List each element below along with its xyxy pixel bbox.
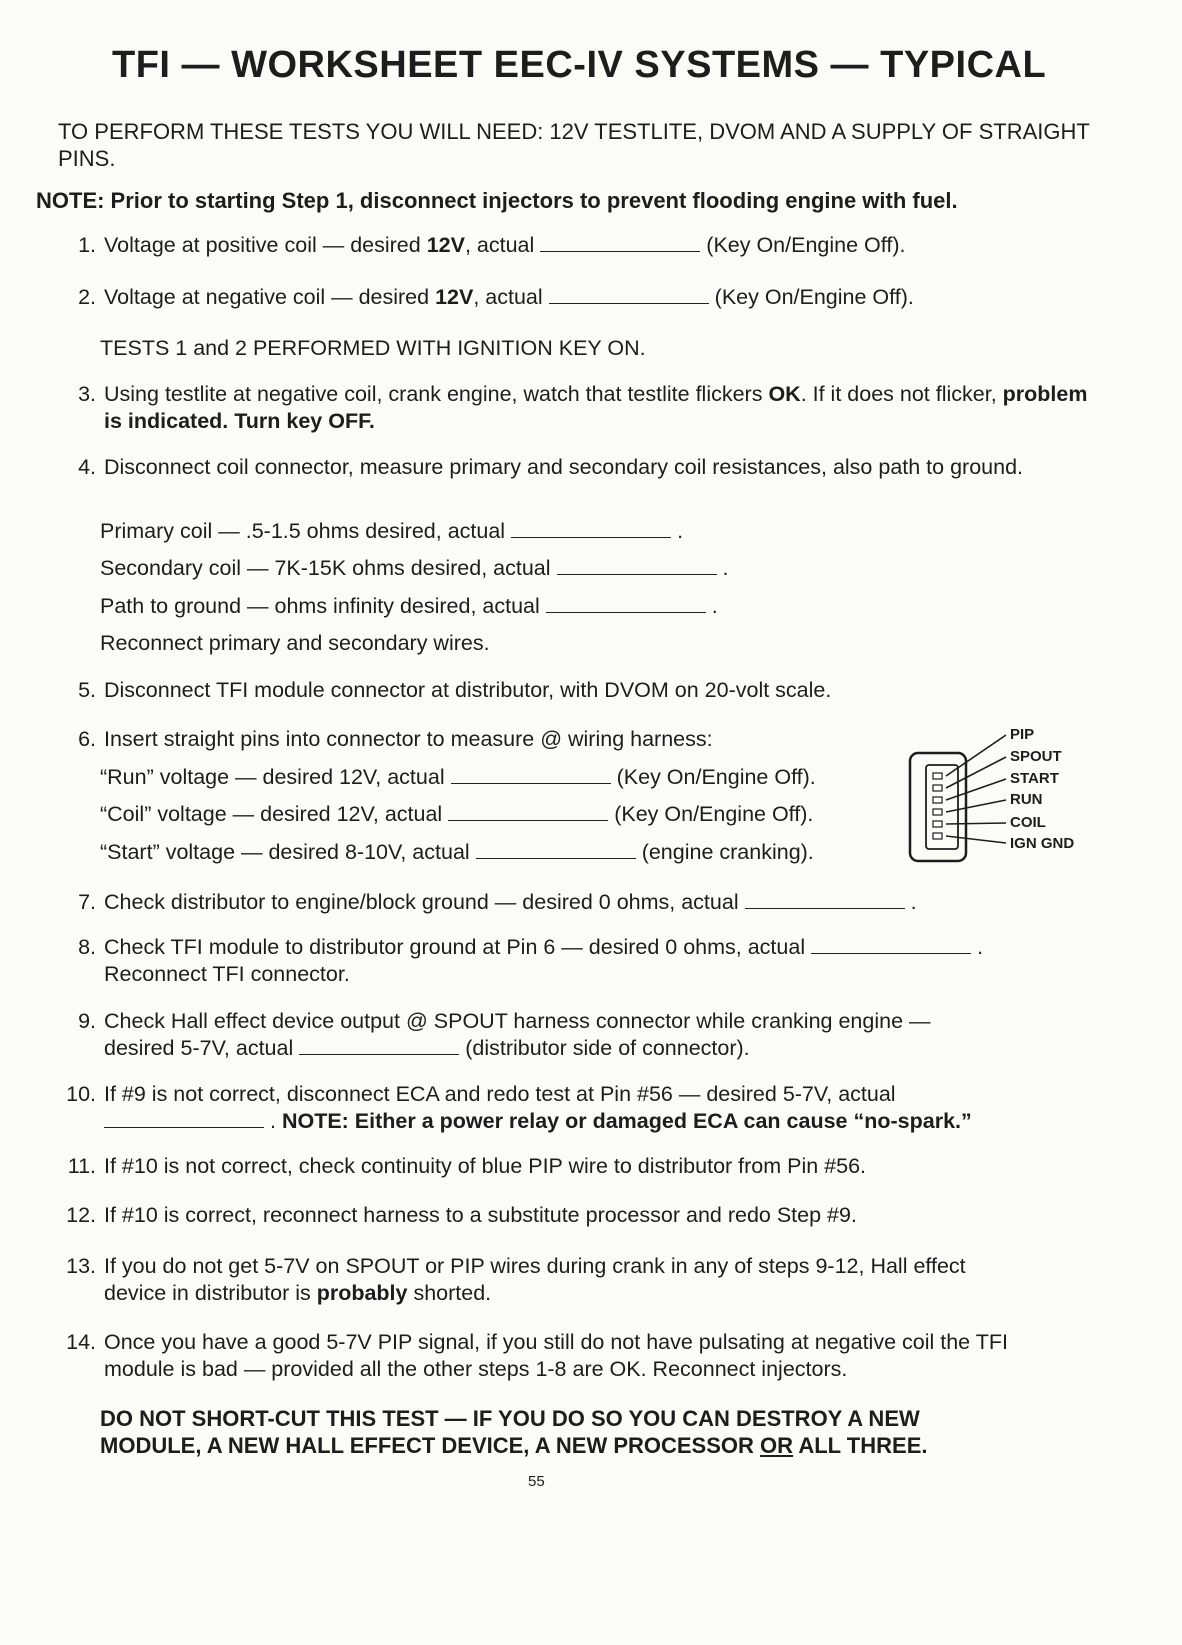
- step-text: Insert straight pins into connector to measure @ wiring harness:: [104, 727, 713, 751]
- step-text: Check TFI module to distributor ground at Pin 6 — desired 0 ohms, actual: [104, 935, 806, 959]
- step-8: 8. Check TFI module to distributor ground at Pin 6 — desired 0 ohms, actual . Reconnect TFI connector.: [60, 934, 1110, 988]
- step-10: 10. If #9 is not correct, disconnect ECA and redo test at Pin #56 — desired 5-7V, actual . NOTE: Either a power relay or damaged ECA can cause “no-spark.”: [60, 1081, 1110, 1135]
- warning-line-1: DO NOT SHORT-CUT THIS TEST — IF YOU DO SO YOU CAN DESTROY A NEW: [100, 1406, 920, 1431]
- step-text: shorted.: [407, 1281, 492, 1305]
- step-number: 2.: [78, 285, 96, 309]
- step-4: [60, 454, 1110, 481]
- line-text: (Key On/Engine Off).: [614, 802, 814, 826]
- step-text: Disconnect coil connector, measure primary and secondary coil resistances, also path to ground.: [104, 455, 1023, 479]
- step-5: [60, 677, 1110, 704]
- pin-5: [933, 821, 942, 827]
- answer-blank: [104, 1109, 264, 1128]
- line-text: “Run” voltage — desired 12V, actual: [100, 765, 445, 789]
- tests-note: TESTS 1 and 2 PERFORMED WITH IGNITION KEY ON.: [100, 336, 646, 360]
- step-12: [60, 1202, 1110, 1229]
- step-bold-note: NOTE: Either a power relay or damaged ECA can cause “no-spark.”: [281, 1109, 972, 1133]
- pin-1: [933, 773, 942, 779]
- label-coil: COIL: [1010, 814, 1046, 831]
- connector-pins: [933, 773, 942, 839]
- line-text: Secondary coil — 7K-15K ohms desired, actual: [100, 556, 551, 580]
- step-text: (distributor side of connector).: [465, 1036, 750, 1060]
- intro-text: TO PERFORM THESE TESTS YOU WILL NEED: 12V TESTLITE, DVOM AND A SUPPLY OF STRAIGHT PINS.: [58, 119, 1090, 171]
- answer-blank: [451, 765, 611, 784]
- run-voltage-line: [100, 764, 816, 791]
- step-text: , actual: [473, 285, 543, 309]
- answer-blank: [557, 556, 717, 575]
- step-number: 11.: [67, 1154, 96, 1178]
- step-number: 7.: [78, 890, 96, 914]
- step-number: 1.: [78, 233, 96, 257]
- step-14: [60, 1329, 1110, 1383]
- answer-blank: [476, 840, 636, 859]
- step-text: (Key On/Engine Off).: [714, 285, 914, 309]
- answer-blank: [448, 802, 608, 821]
- leader-ign-gnd: [946, 836, 1006, 843]
- line-text: “Start” voltage — desired 8-10V, actual: [100, 840, 470, 864]
- ground-path-line: Path to ground — ohms infinity desired, actual .: [100, 594, 718, 618]
- step-7: 7. Check distributor to engine/block ground — desired 0 ohms, actual .: [60, 889, 1110, 916]
- line-text: (Key On/Engine Off).: [616, 765, 816, 789]
- secondary-coil-line: Secondary coil — 7K-15K ohms desired, actual .: [100, 556, 729, 580]
- step-text: Reconnect TFI connector.: [104, 962, 350, 986]
- leader-spout: [946, 757, 1006, 788]
- step-number: 4.: [78, 455, 96, 479]
- step-text: If #10 is correct, reconnect harness to a substitute processor and redo Step #9.: [104, 1203, 857, 1227]
- step-text: If #10 is not correct, check continuity of blue PIP wire to distributor from Pin #56.: [104, 1154, 867, 1178]
- reconnect-line: Reconnect primary and secondary wires.: [100, 631, 490, 655]
- step-bold: problem is indicated. Turn key OFF.: [104, 382, 1088, 433]
- line-text: (engine cranking).: [641, 840, 814, 864]
- start-voltage-line: [100, 839, 814, 866]
- step-2: [60, 284, 1110, 311]
- step-text: desired 5-7V, actual: [104, 1036, 294, 1060]
- answer-blank: [811, 935, 971, 954]
- warning-or: OR: [760, 1433, 794, 1458]
- label-run: RUN: [1010, 791, 1043, 808]
- label-start: START: [1010, 770, 1059, 787]
- pin-6: [933, 833, 942, 839]
- step-text: Using testlite at negative coil, crank engine, watch that testlite flickers: [104, 382, 769, 406]
- line-text: Path to ground — ohms infinity desired, actual: [100, 594, 540, 618]
- step-number: 12.: [66, 1203, 96, 1227]
- step-number: 5.: [78, 678, 96, 702]
- warning-line-2a: MODULE, A NEW HALL EFFECT DEVICE, A NEW PROCESSOR: [100, 1433, 761, 1458]
- step-3: [60, 381, 1110, 435]
- step-bold: 12V: [426, 233, 465, 257]
- step-13: [60, 1253, 1110, 1307]
- step-bold: 12V: [435, 285, 474, 309]
- step-bold: OK: [768, 382, 801, 406]
- step-number: 9.: [78, 1009, 96, 1033]
- tfi-connector-diagram: [906, 725, 1106, 870]
- warning-text: [100, 1405, 1100, 1459]
- step-text: Voltage at positive coil — desired: [104, 233, 427, 257]
- step-1: [60, 232, 1110, 259]
- label-spout: SPOUT: [1010, 748, 1062, 765]
- step-text: (Key On/Engine Off).: [706, 233, 906, 257]
- leader-run: [946, 800, 1006, 812]
- pin-leader-lines: [946, 735, 1006, 843]
- answer-blank: [549, 285, 709, 304]
- leader-pip: [946, 735, 1006, 776]
- answer-blank: [299, 1036, 459, 1055]
- step-text: Check distributor to engine/block ground — desired 0 ohms, actual: [104, 890, 739, 914]
- step-text: Check Hall effect device output @ SPOUT harness connector while cranking engine —: [104, 1009, 931, 1033]
- answer-blank: [540, 233, 700, 252]
- label-ign-gnd: IGN GND: [1010, 835, 1075, 852]
- step-number: 3.: [78, 382, 96, 406]
- step-number: 10.: [66, 1082, 96, 1106]
- step-number: 14.: [66, 1330, 96, 1354]
- step-bold: probably: [316, 1281, 408, 1305]
- step-text: module is bad — provided all the other steps 1-8 are OK. Reconnect injectors.: [104, 1357, 848, 1381]
- answer-blank: [745, 890, 905, 909]
- answer-blank: [511, 519, 671, 538]
- fuel-note: NOTE: Prior to starting Step 1, disconnect injectors to prevent flooding engine with fuel.: [36, 188, 958, 213]
- step-text: If #9 is not correct, disconnect ECA and redo test at Pin #56 — desired 5-7V, actual: [104, 1082, 896, 1106]
- step-text: , actual: [464, 233, 535, 257]
- leader-coil: [946, 823, 1006, 824]
- pin-2: [933, 785, 942, 791]
- step-number: 13.: [66, 1254, 96, 1278]
- step-text: Disconnect TFI module connector at distributor, with DVOM on 20-volt scale.: [104, 678, 832, 702]
- step-number: 6.: [78, 727, 96, 751]
- coil-voltage-line: [100, 801, 813, 828]
- line-text: Primary coil — .5-1.5 ohms desired, actual: [100, 519, 506, 543]
- primary-coil-line: Primary coil — .5-1.5 ohms desired, actual .: [100, 519, 684, 543]
- warning-line-2b: ALL THREE.: [793, 1433, 928, 1458]
- step-9: [60, 1008, 1110, 1062]
- step-6: [60, 726, 860, 753]
- line-text: “Coil” voltage — desired 12V, actual: [100, 802, 443, 826]
- pin-3: [933, 797, 942, 803]
- leader-start: [946, 779, 1006, 800]
- step-text: device in distributor is: [104, 1281, 317, 1305]
- step-number: 8.: [78, 935, 96, 959]
- step-text: Once you have a good 5-7V PIP signal, if you still do not have pulsating at negative coil the TFI: [104, 1330, 1008, 1354]
- answer-blank: [546, 594, 706, 613]
- page-number: 55: [528, 1473, 545, 1490]
- pin-4: [933, 809, 942, 815]
- step-text: If you do not get 5-7V on SPOUT or PIP wires during crank in any of steps 9-12, Hall effect: [104, 1254, 966, 1278]
- step-11: [60, 1153, 1110, 1180]
- step-text: . If it does not flicker,: [800, 382, 1003, 406]
- page-title: TFI — WORKSHEET EEC-IV SYSTEMS — TYPICAL: [112, 44, 1047, 86]
- label-pip: PIP: [1010, 726, 1035, 743]
- step-text: Voltage at negative coil — desired: [104, 285, 436, 309]
